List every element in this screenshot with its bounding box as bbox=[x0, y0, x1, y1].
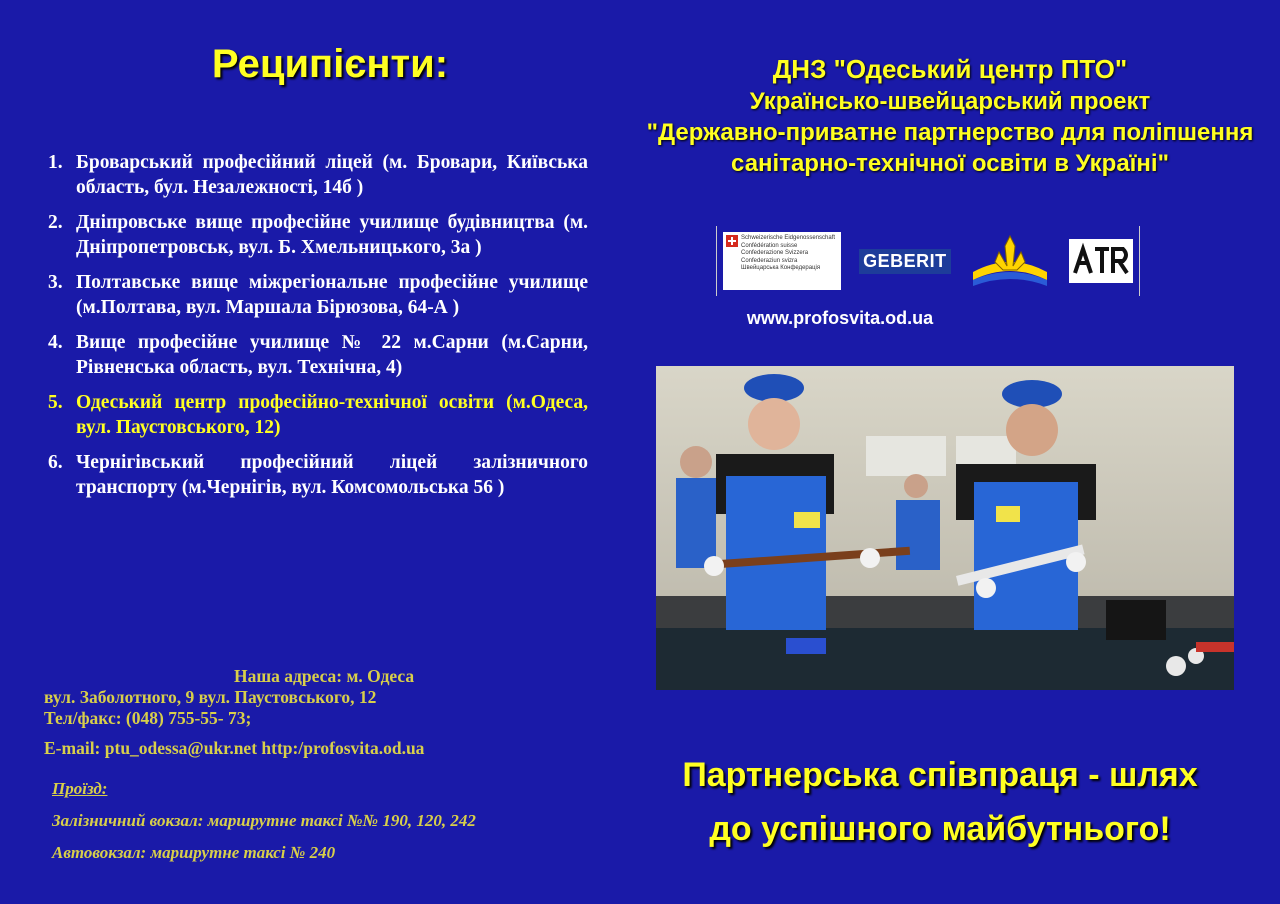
recipient-text: Полтавське вище міжрегіональне професійне училище (м.Полтава, вул. Маршала Бірюзова, 64-А ) bbox=[76, 272, 588, 318]
slogan bbox=[640, 748, 1240, 856]
org-header bbox=[640, 52, 1260, 179]
travel-bus: Автовокзал: маршрутне таксі № 240 bbox=[52, 843, 336, 862]
recipient-item bbox=[48, 270, 588, 320]
partner-logos bbox=[716, 226, 1140, 296]
project-line-1: Українсько-швейцарський проект bbox=[749, 88, 1151, 115]
recipient-number: 2. bbox=[48, 212, 63, 233]
recipient-number: 6. bbox=[48, 452, 63, 473]
org-name: ДНЗ "Одеський центр ПТО" bbox=[772, 54, 1128, 84]
recipient-item bbox=[48, 210, 588, 260]
recipient-item bbox=[48, 150, 588, 200]
geberit-logo: GEBERIT bbox=[859, 249, 951, 274]
swiss-logo-line: Confederaziun svizra bbox=[741, 257, 798, 264]
swiss-logo-text bbox=[741, 235, 835, 287]
recipient-item bbox=[48, 450, 588, 500]
recipients-list bbox=[48, 150, 588, 510]
workshop-photo bbox=[656, 366, 1234, 690]
recipient-number: 4. bbox=[48, 332, 63, 353]
recipient-number: 3. bbox=[48, 272, 63, 293]
project-line-2: "Державно-приватне партнерство для поліпшення bbox=[646, 119, 1254, 146]
slogan-line-1: Партнерська співпраця - шлях bbox=[682, 756, 1198, 794]
address-block bbox=[44, 666, 604, 759]
recipients-title: Реципієнти: bbox=[211, 42, 449, 86]
travel-railway: Залізничний вокзал: маршрутне таксі №№ 190, 120, 242 bbox=[52, 811, 476, 830]
recipient-number: 5. bbox=[48, 392, 63, 413]
address-streets: вул. Заболотного, 9 вул. Паустовського, 12 bbox=[44, 687, 377, 707]
recipient-item bbox=[48, 390, 588, 440]
address-email: E-mail: ptu_odessa@ukr.net http:/profosvita.od.ua bbox=[44, 738, 425, 758]
recipient-number: 1. bbox=[48, 152, 63, 173]
recipient-item bbox=[48, 330, 588, 380]
website-url[interactable]: www.profosvita.od.ua bbox=[746, 308, 934, 328]
address-heading: Наша адреса: м. Одеса bbox=[234, 666, 415, 686]
ntr-logo bbox=[1069, 239, 1133, 283]
swiss-logo-line: Confédération suisse bbox=[741, 242, 798, 249]
recipient-text: Броварський професійний ліцей (м. Бровари, Київська область, бул. Незалежності, 14б ) bbox=[76, 152, 588, 198]
project-line-3: санітарно-технічної освіти в Україні" bbox=[731, 150, 1169, 177]
recipient-text: Вище професійне училище № 22 м.Сарни (м.Сарни, Рівненська область, вул. Технічна, 4) bbox=[76, 332, 588, 378]
workshop-photo-illustration bbox=[656, 366, 1234, 690]
recipient-text: Чернігівський професійний ліцей залізничного транспорту (м.Чернігів, вул. Комсомольська 56 ) bbox=[76, 452, 588, 498]
slogan-line-2: до успішного майбутнього! bbox=[709, 810, 1171, 848]
trident-emblem-logo bbox=[969, 232, 1051, 290]
address-phone: Тел/факс: (048) 755-55- 73; bbox=[44, 708, 252, 728]
swiss-logo-line: Швейцарська Конфедерація bbox=[741, 265, 821, 271]
swiss-logo-line: Confederazione Svizzera bbox=[741, 250, 809, 256]
swiss-logo-line: Schweizerische Eidgenossenschaft bbox=[741, 235, 836, 241]
travel-heading: Проїзд: bbox=[52, 779, 108, 798]
travel-block bbox=[52, 779, 612, 863]
recipient-text: Одеський центр професійно-технічної освіти (м.Одеса, вул. Паустовського, 12) bbox=[76, 392, 588, 438]
swiss-confederation-logo bbox=[723, 232, 841, 290]
swiss-flag-icon bbox=[726, 235, 738, 247]
recipient-text: Дніпровське вище професійне училище будівництва (м. Дніпропетровськ, вул. Б. Хмельницького, 3а ) bbox=[76, 212, 588, 258]
